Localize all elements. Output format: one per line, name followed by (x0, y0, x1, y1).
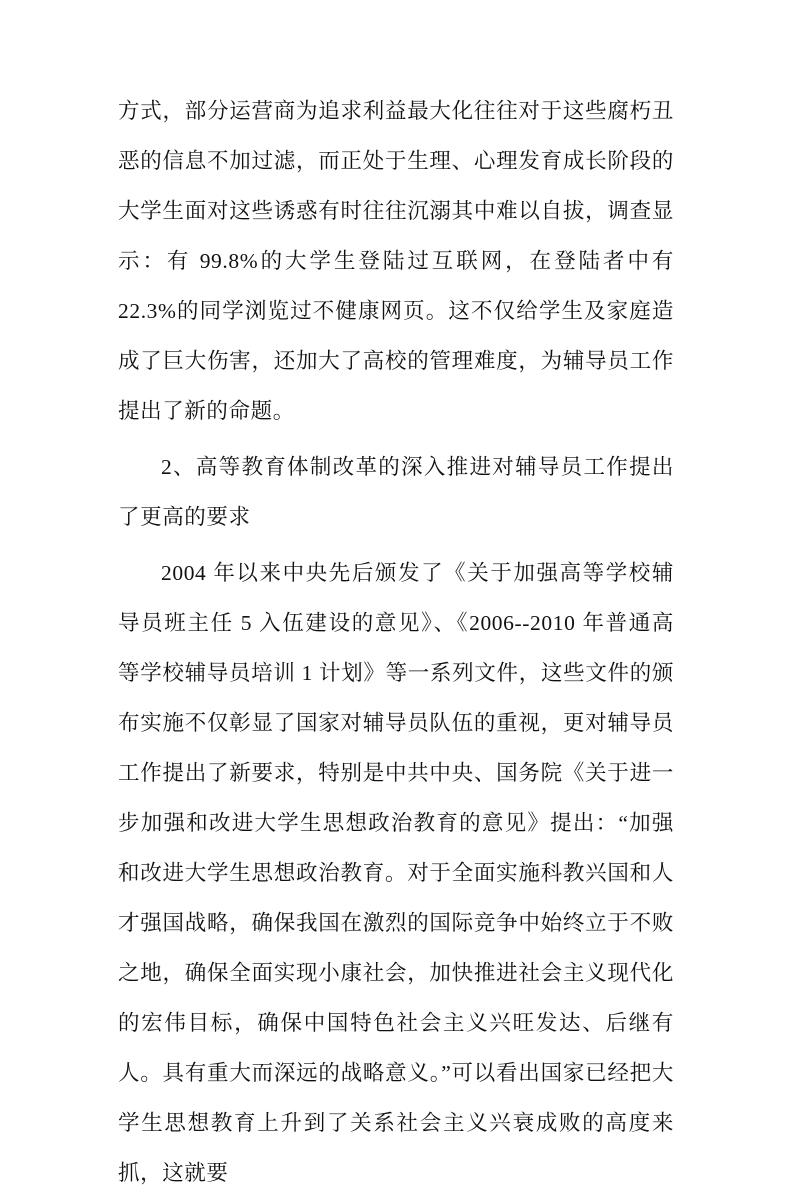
paragraph-2-heading: 2、高等教育体制改革的深入推进对辅导员工作提出了更高的要求 (118, 455, 674, 529)
document-body (118, 86, 674, 1198)
paragraph-3: 2004 年以来中央先后颁发了《关于加强高等学校辅导员班主任 5 入伍建设的意见》、《2006--2010 年普通高等学校辅导员培训 1 计划》等一系列文件，这些文件的颁布实施不仅彰显了国家对辅导员队伍的重视，更对辅导员工作提出了新要求，特别是中共中央、国务院《关于进一步加强和改进大学生思想政治教育的意见》提出：“加强和改进大学生思想政治教育。对于全面实施科教兴国和人才强国战略，确保我国在激烈的国际竞争中始终立于不败之地，确保全面实现小康社会，加快推进社会主义现代化的宏伟目标，确保中国特色社会主义兴旺发达、后继有人。具有重大而深远的战略意义。”可以看出国家已经把大学生思想教育上升到了关系社会主义兴衰成败的高度来抓，这就要 (118, 561, 674, 1185)
paragraph-1: 方式，部分运营商为追求利益最大化往往对于这些腐朽丑恶的信息不加过滤，而正处于生理、心理发育成长阶段的大学生面对这些诱惑有时往往沉溺其中难以自拔，调查显示：有 99.8%的大学生登陆过互联网，在登陆者中有 22.3%的同学浏览过不健康网页。这不仅给学生及家庭造成了巨大伤害，还加大了高校的管理难度，为辅导员工作提出了新的命题。 (118, 99, 674, 423)
